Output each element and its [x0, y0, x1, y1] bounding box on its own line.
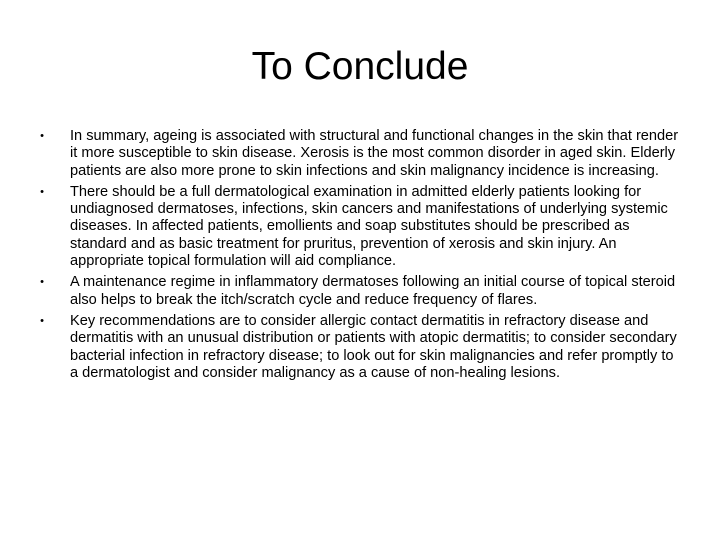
bullet-dot-icon: • — [40, 130, 44, 142]
bullet-list — [36, 128, 684, 386]
bullet-item — [36, 184, 684, 270]
bullet-text: Key recommendations are to consider allergic contact dermatitis in refractory disease and dermatitis with an unusual distribution or patients with atopic dermatitis; to consider secondary bacterial infection in refractory disease; to look out for skin malignancies and refer promptly to a dermatologist and consider malignancy as a cause of non-healing lesions. — [70, 312, 677, 381]
bullet-dot-icon: • — [40, 314, 44, 327]
bullet-item — [36, 274, 684, 309]
bullet-dot-icon: • — [40, 276, 44, 289]
bullet-text: In summary, ageing is associated with structural and functional changes in the skin that render it more susceptible to skin disease. Xerosis is the most common disorder in aged skin. Elderly patients are also more prone to skin infections and skin malignancy incidence is increasing. — [70, 128, 679, 179]
slide-title: To Conclude — [251, 45, 469, 88]
bullet-text: A maintenance regime in inflammatory dermatoses following an initial course of topical steroid also helps to break the itch/scratch cycle and reduce frequency of flares. — [70, 274, 676, 308]
bullet-text: There should be a full dermatological examination in admitted elderly patients looking for undiagnosed dermatoses, infections, skin cancers and manifestations of underlying systemic diseases. In affected patients, emollients and soap substitutes should be prescribed as standard and as basic treatment for pruritus, prevention of xerosis and skin injury. An appropriate topical formulation will aid compliance. — [70, 183, 668, 270]
bullet-dot-icon: • — [40, 185, 44, 198]
bullet-item — [36, 313, 684, 382]
bullet-item — [36, 128, 684, 180]
